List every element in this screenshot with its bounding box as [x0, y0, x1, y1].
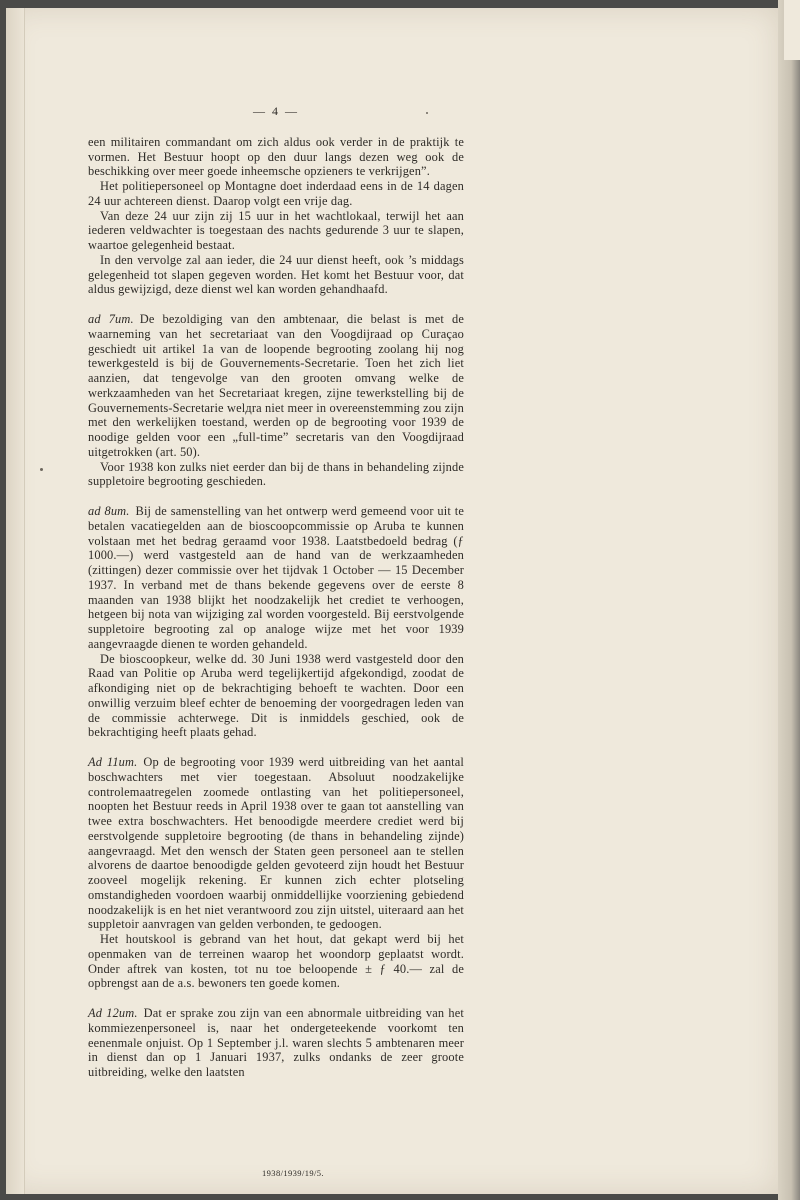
footer-document-code: 1938/1939/19/5.: [262, 1168, 324, 1178]
paragraph: In den vervolge zal aan ieder, die 24 uur dienst heeft, ook ’s middags gelegenheid tot slapen gegeven worden. Het komt het Bestuur voor, dat aldus gewijzigd, deze dienst wel kan worden gehandhaafd.: [88, 252, 464, 297]
page-number: — 4 —: [253, 104, 299, 118]
paragraph-text: Dat er sprake zou zijn van een abnormale uitbreiding van het kommiezenpersoneel is, naar het ondergeteekende voorkomt ten eenenmale onjuist. Op 1 September j.l. waren slechts 5 ambtenaren meer in dienst dan op 1 Januari 1937, zulks ondanks de zeer groote uitbreiding, welke den laatsten: [88, 1006, 464, 1079]
page-right-edge-top: [784, 0, 800, 60]
paragraph-text: Bij de samenstelling van het ontwerp werd gemeend voor uit te betalen vacatiegelden aan de bioscoopcommissie op Aruba te kunnen volstaan met het bedrag geraamd voor 1938. Laatstbedoeld bedrag (ƒ 1000.—) werd vastgesteld aan de hand van de werkzaamheden (zittingen) dezer commissie over het tijdvak 1 October — 15 December 1937. In verband met de thans bekende gegevens over de eerste 8 maanden van 1938 blijkt het noodzakelijk het crediet te verhoogen, hetgeen bij nota van wijziging zal worden voorgesteld. Bij eerstvolgende suppletoire begrooting zal op analoge wijze met het voor 1939 aangevraagde dienen te worden gehandeld.: [88, 504, 464, 651]
text-column: [88, 104, 464, 1080]
paragraph: Voor 1938 kon zulks niet eerder dan bij de thans in behandeling zijnde suppletoire begrooting geschieden.: [88, 459, 464, 489]
section-ad-11: [88, 755, 464, 932]
page-binding-margin: [6, 8, 25, 1194]
paragraph: een militairen commandant om zich aldus ook verder in de praktijk te vormen. Het Bestuur hoopt op den duur langs dezen weg ook de beschikking over meer goede inheemsche opzieners te verkrijgen”.: [88, 134, 464, 179]
section-label: ad 8um.: [88, 504, 130, 518]
page-right-edge: [778, 0, 800, 1200]
paragraph: De bioscoopkeur, welke dd. 30 Juni 1938 werd vastgesteld door den Raad van Politie op Aruba werd tegelijkertijd afgekondigd, zoodat de afkondiging niet op de bekrachtiging behoeft te wachten. Door een onwillig verzuim bleef echter de benoeming der voorgedragen leden van de commissie achterwege. Dit is inmiddels geschied, ook de bekrachtiging heeft plaats gehad.: [88, 651, 464, 740]
section-ad-8: [88, 504, 464, 652]
paragraph: Van deze 24 uur zijn zij 15 uur in het wachtlokaal, terwijl het aan iederen veldwachter is toegestaan des nachts gedurende 3 uur te slapen, waartoe gelegenheid bestaat.: [88, 208, 464, 252]
section-label: Ad 11um.: [88, 755, 138, 769]
section-ad-12: [88, 1006, 464, 1080]
section-ad-7: [88, 312, 464, 460]
paper-speck: [40, 468, 43, 471]
paragraph-text: Op de begrooting voor 1939 werd uitbreiding van het aantal boschwachters met vier toegestaan. Absoluut noodzakelijke controlemaatregelen zoomede ontlasting van het politiepersoneel, noopten het Bestuur reeds in April 1938 over te gaan tot aanstelling van twee extra boschwachters. Het benoodigde meerdere crediet werd bij eerstvolgende suppletoire begrooting (de thans in behandeling zijnde) aangevraagd. Met den wensch der Staten geen personeel aan te stellen alvorens de daartoe benoodigde gelden gevoteerd zijn houdt het Bestuur zooveel mogelijk rekening. Er kunnen zich echter plotseling omstandigheden voordoen waarbij onmiddellijke voorziening gebiedend noodzakelijk is en het niet verantwoord zou zijn uitstel, uiteraard aan het suppletoir aanvragen van gelden verbonden, te gedoogen.: [88, 755, 465, 932]
paragraph-text: De bezoldiging van den ambtenaar, die belast is met de waarneming van het secretariaat van den Voogdijraad op Curaçao geschiedt uit artikel 1a van de loopende begrooting zoolang hij nog tewerkgesteld is bij de Gouvernements-Secretarie. Toen het zich liet aanzien, dat tengevolge van den grooten omvang welke de werkzaamheden van het Secretariaat kregen, zijne tewerkstelling bij de Gouvernements-Secretarie welдra niet meer in overeenstemming zou zijn met den werkelijken toestand, werden op de begrooting voor 1939 de noodige gelden voor een „full-time” secretaris van den Voogdijraad uitgetrokken (art. 50).: [88, 312, 464, 459]
document-page: [6, 8, 778, 1194]
section-label: Ad 12um.: [88, 1006, 138, 1020]
paragraph: Het politiepersoneel op Montagne doet inderdaad eens in de 14 dagen 24 uur achtereen dienst. Daarop volgt een vrije dag.: [88, 179, 464, 208]
section-label: ad 7um.: [88, 312, 134, 326]
paragraph: Het houtskool is gebrand van het hout, dat gekapt werd bij het openmaken van de terreinen waarop het woondorp geplaatst wordt. Onder aftrek van kosten, tot nu toe beloopende ± ƒ 40.— zal de opbrengst aan de a.s. bewoners ten goede komen.: [88, 932, 464, 991]
